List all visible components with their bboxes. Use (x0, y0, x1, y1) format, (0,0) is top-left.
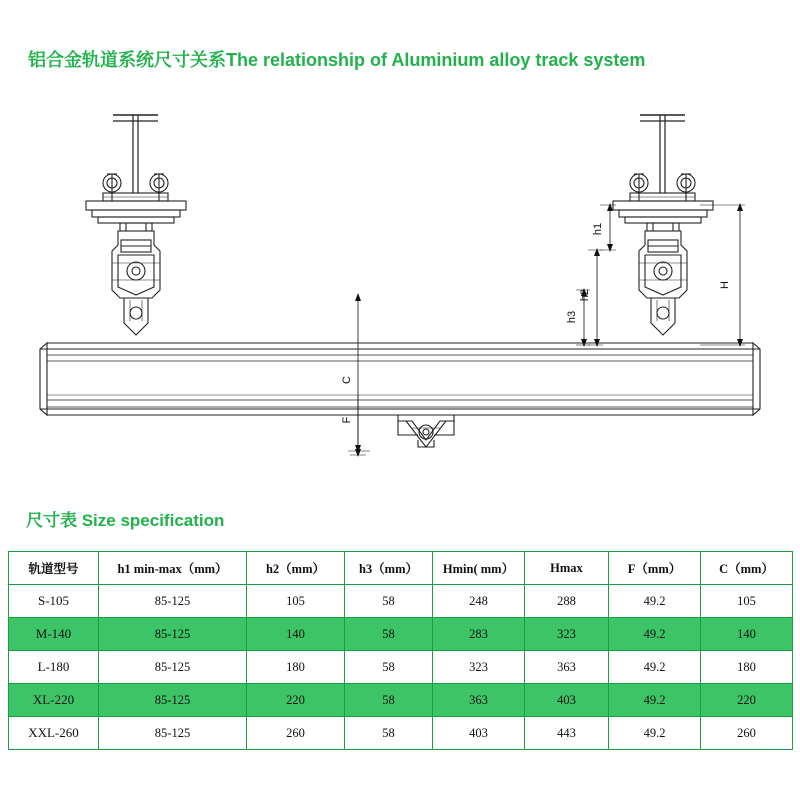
cell-model: XXL-260 (9, 717, 99, 750)
th-model: 轨道型号 (9, 552, 99, 585)
dim-label-h2: h2 (579, 288, 591, 302)
cell-hmin: 283 (433, 618, 525, 651)
th-hmin: Hmin( mm） (433, 552, 525, 585)
cell-h1: 85-125 (99, 585, 247, 618)
th-h1: h1 min-max（mm） (99, 552, 247, 585)
cell-f: 49.2 (609, 717, 701, 750)
cell-f: 49.2 (609, 618, 701, 651)
cell-hmax: 363 (525, 651, 609, 684)
cell-model: M-140 (9, 618, 99, 651)
cell-hmin: 323 (433, 651, 525, 684)
cell-h2: 180 (247, 651, 345, 684)
size-specification-table (8, 551, 793, 750)
cell-h2: 260 (247, 717, 345, 750)
cell-h2: 105 (247, 585, 345, 618)
table-row (9, 585, 793, 618)
cell-model: S-105 (9, 585, 99, 618)
table-header-row (9, 552, 793, 585)
cell-h2: 220 (247, 684, 345, 717)
th-h2: h2（mm） (247, 552, 345, 585)
cell-h3: 58 (345, 618, 433, 651)
cell-f: 49.2 (609, 585, 701, 618)
bottom-roller-trolley (398, 415, 454, 447)
cell-hmax: 323 (525, 618, 609, 651)
cell-h2: 140 (247, 618, 345, 651)
cell-h1: 85-125 (99, 651, 247, 684)
cell-h3: 58 (345, 651, 433, 684)
cell-h1: 85-125 (99, 717, 247, 750)
table-row (9, 651, 793, 684)
cell-hmin: 363 (433, 684, 525, 717)
cell-hmin: 248 (433, 585, 525, 618)
main-aluminium-track (40, 343, 760, 415)
size-specification-title: 尺寸表 Size specification (26, 511, 225, 530)
cell-h3: 58 (345, 717, 433, 750)
left-trolley-assembly (86, 115, 186, 335)
th-hmax: Hmax (525, 552, 609, 585)
dim-label-F: F (341, 416, 353, 424)
cell-c: 105 (701, 585, 793, 618)
cell-h1: 85-125 (99, 684, 247, 717)
cell-model: L-180 (9, 651, 99, 684)
th-h3: h3（mm） (345, 552, 433, 585)
cell-f: 49.2 (609, 684, 701, 717)
cell-h3: 58 (345, 585, 433, 618)
cell-hmax: 443 (525, 717, 609, 750)
th-f: F（mm） (609, 552, 701, 585)
cell-c: 220 (701, 684, 793, 717)
dim-label-h3: h3 (566, 310, 578, 324)
cell-hmax: 403 (525, 684, 609, 717)
cell-hmin: 403 (433, 717, 525, 750)
table-row (9, 684, 793, 717)
cell-hmax: 288 (525, 585, 609, 618)
table-row (9, 618, 793, 651)
table-row (9, 717, 793, 750)
track-system-diagram (0, 95, 800, 490)
cell-c: 140 (701, 618, 793, 651)
dim-label-h1: h1 (592, 222, 604, 236)
dim-label-H: H (719, 281, 731, 289)
cell-h3: 58 (345, 684, 433, 717)
dimension-lines (348, 203, 745, 457)
cell-c: 260 (701, 717, 793, 750)
cell-h1: 85-125 (99, 618, 247, 651)
dim-label-C: C (341, 376, 353, 384)
right-trolley-assembly (613, 115, 713, 335)
cell-model: XL-220 (9, 684, 99, 717)
cell-c: 180 (701, 651, 793, 684)
cell-f: 49.2 (609, 651, 701, 684)
th-c: C（mm） (701, 552, 793, 585)
page-title: 铝合金轨道系统尺寸关系The relationship of Aluminium alloy track system (28, 50, 646, 70)
